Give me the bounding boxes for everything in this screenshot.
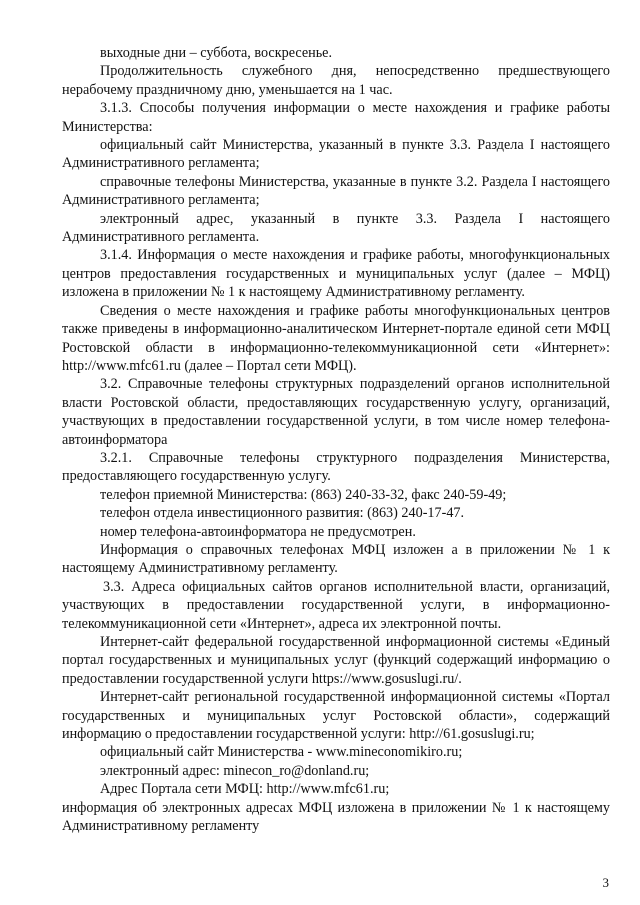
paragraph-mfc-phones: Информация о справочных телефонах МФЦ изложен а в приложении № 1 к настоящему Административному регламенту.: [62, 541, 610, 577]
paragraph-regional-portal: Интернет-сайт региональной государственной информационной системы «Портал государственных и муниципальных услуг Ростовской области», содержащий информацию о предоставлении государственной услуги: http://61.gosuslugi.ru;: [62, 689, 610, 743]
paragraph-3-1-3: 3.1.3. Способы получения информации о месте нахождения и графике работы Министерства:: [62, 100, 610, 135]
paragraph-3-2-1: 3.2.1. Справочные телефоны структурного подразделения Министерства, предоставляющего государственную услугу.: [62, 449, 610, 485]
paragraph-mfc-email-info: информация об электронных адресах МФЦ изложена в приложении № 1 к настоящему Административному регламенту: [62, 799, 610, 835]
paragraph-autoinformer: номер телефона-автоинформатора не предусмотрен.: [100, 523, 416, 540]
paragraph-mfc-portal-info: Сведения о месте нахождения и графике работы многофункциональных центров также приведены в информационно-аналитическом Интернет-портале единой сети МФЦ Ростовской области в информационно-телекоммуникационной сети «Интернет»: http://www.mfc61.ru (далее – Портал сети МФЦ).: [62, 302, 610, 374]
paragraph-ministry-website: официальный сайт Министерства - www.mineconomikiro.ru;: [100, 744, 463, 761]
paragraph-federal-portal: Интернет-сайт федеральной государственной информационной системы «Единый портал государственных и муниципальных услуг (функций содержащий информацию о предоставлении государственной услуги https://www.gosuslugi.ru/.: [62, 634, 610, 687]
paragraph-email-address: электронный адрес, указанный в пункте 3.3. Раздела I настоящего Административного регламента.: [62, 210, 610, 246]
paragraph-weekend-days: выходные дни – суббота, воскресенье.: [100, 45, 333, 61]
page-number: 3: [602, 875, 609, 890]
paragraph-mfc-portal-address: Адрес Портала сети МФЦ: http://www.mfc61.ru;: [100, 781, 390, 798]
paragraph-3-3: 3.3. Адреса официальных сайтов органов исполнительной власти, организаций, участвующих в предоставлении государственной услуги, в информационно-телекоммуникационной сети «Интернет», адреса их электронной почты.: [62, 578, 610, 632]
document-body: [62, 44, 610, 835]
paragraph-investment-dept-phone: телефон отдела инвестиционного развития: (863) 240-17-47.: [100, 505, 465, 522]
paragraph-ministry-email: электронный адрес: minecon_ro@donland.ru;: [100, 762, 370, 779]
paragraph-official-site: официальный сайт Министерства, указанный в пункте 3.3. Раздела I настоящего Административного регламента;: [62, 137, 610, 172]
paragraph-reference-phones: справочные телефоны Министерства, указанные в пункте 3.2. Раздела I настоящего Административного регламента;: [62, 173, 610, 209]
paragraph-reception-phone: телефон приемной Министерства: (863) 240-33-32, факс 240-59-49;: [100, 486, 507, 503]
paragraph-pre-holiday-hours: Продолжительность служебного дня, непосредственно предшествующего нерабочему праздничному дню, уменьшается на 1 час.: [62, 63, 610, 98]
paragraph-3-2: 3.2. Справочные телефоны структурных подразделений органов исполнительной власти Ростовской области, предоставляющих государственную услугу, организаций, участвующих в предоставлении государственной услуги, в том числе номер телефона-автоинформатора: [62, 376, 610, 448]
paragraph-3-1-4: 3.1.4. Информация о месте нахождения и графике работы, многофункциональных центров предоставления государственных и муниципальных услуг (далее – МФЦ) изложена в приложении № 1 к настоящему Административному регламенту.: [62, 247, 610, 301]
